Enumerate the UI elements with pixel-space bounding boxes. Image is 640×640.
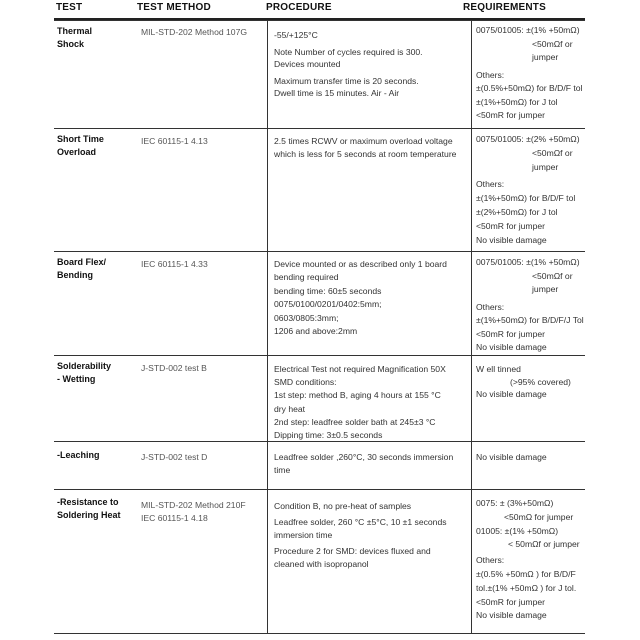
procedure-line: Leadfree solder, 260 °C ±5°C, 10 ±1 seconds xyxy=(274,516,447,527)
requirement-line: jumper xyxy=(532,52,559,62)
method-line: J-STD-002 test D xyxy=(141,452,208,462)
requirement-line: No visible damage xyxy=(476,234,547,245)
row-requirements xyxy=(476,497,580,623)
requirement-line: (>95% covered) xyxy=(510,376,571,387)
row-procedure xyxy=(274,451,453,476)
row-requirements xyxy=(476,451,547,464)
requirement-line: W ell tinned xyxy=(476,364,521,374)
procedure-line: Maximum transfer time is 20 seconds. xyxy=(274,75,419,86)
method-line: IEC 60115-1 4.13 xyxy=(141,136,208,146)
header-requirements: REQUIREMENTS xyxy=(463,2,546,13)
row-requirements xyxy=(476,133,580,247)
column-divider xyxy=(267,20,268,634)
row-test-method xyxy=(141,26,247,39)
requirement-line: <50mΩf or xyxy=(532,147,573,158)
requirement-line: <50mΩ for jumper xyxy=(504,511,574,522)
row-test-name xyxy=(57,256,106,282)
test-line: -Resistance to xyxy=(57,497,119,507)
requirement-line: jumper xyxy=(532,161,559,172)
requirement-line: 0075/01005: ±(1% +50mΩ) xyxy=(476,257,580,267)
procedure-line: 2.5 times RCWV or maximum overload voltage xyxy=(274,136,453,146)
requirement-line: <50mR for jumper xyxy=(476,110,546,120)
test-line: Shock xyxy=(57,39,85,49)
table-bottom-rule xyxy=(54,633,585,634)
requirement-line: 01005: ±(1% +50mΩ) xyxy=(476,525,559,536)
procedure-line: which is less for 5 seconds at room temperature xyxy=(274,148,457,159)
row-procedure xyxy=(274,29,423,100)
column-divider xyxy=(471,20,472,634)
procedure-line: SMD conditions: xyxy=(274,377,337,388)
requirement-line: <50mR for jumper xyxy=(476,596,546,607)
test-line: Short Time xyxy=(57,134,104,144)
header-procedure: PROCEDURE xyxy=(266,2,332,13)
procedure-line: dry heat xyxy=(274,403,306,414)
row-divider xyxy=(54,128,585,129)
row-divider xyxy=(54,355,585,356)
requirement-line: 0075/01005: ±(2% +50mΩ) xyxy=(476,134,580,144)
procedure-line: 1206 and above:2mm xyxy=(274,326,358,337)
procedure-line: bending time: 60±5 seconds xyxy=(274,285,382,296)
requirement-line: < 50mΩf or jumper xyxy=(508,539,580,550)
row-procedure xyxy=(274,135,456,160)
row-test-method xyxy=(141,499,246,524)
row-procedure xyxy=(274,363,446,442)
test-line: Bending xyxy=(57,270,93,280)
test-line: Soldering Heat xyxy=(57,510,121,520)
requirement-line: ±(1%+50mΩ) for B/D/F tol xyxy=(476,193,576,204)
procedure-line: immersion time xyxy=(274,530,333,541)
row-procedure xyxy=(274,258,447,338)
requirement-line: <50mΩf or xyxy=(532,270,573,281)
procedure-line: Condition B, no pre-heat of samples xyxy=(274,501,412,511)
procedure-line: 2nd step: leadfree solder bath at 245±3 °C xyxy=(274,416,436,427)
requirement-line: ±(0.5% +50mΩ ) for B/D/F xyxy=(476,568,576,579)
row-test-method xyxy=(141,451,207,464)
test-line: Board Flex/ xyxy=(57,257,107,267)
row-test-method xyxy=(141,362,207,375)
row-divider xyxy=(54,489,585,490)
procedure-line: time xyxy=(274,464,291,475)
requirement-line: Others: xyxy=(476,69,505,80)
row-divider xyxy=(54,20,585,21)
procedure-line: Procedure 2 for SMD: devices fluxed and xyxy=(274,545,431,556)
row-test-name xyxy=(57,25,92,51)
requirement-line: <50mR for jumper xyxy=(476,328,546,339)
requirement-line: 0075/01005: ±(1% +50mΩ) xyxy=(476,25,580,35)
procedure-line: 0603/0805:3mm; xyxy=(274,312,339,323)
test-line: - Wetting xyxy=(57,374,96,384)
requirement-line: <50mR for jumper xyxy=(476,220,546,231)
test-line: -Leaching xyxy=(57,450,100,460)
row-requirements xyxy=(476,24,582,123)
test-line: Overload xyxy=(57,147,97,157)
procedure-line: Device mounted or as described only 1 board xyxy=(274,259,447,269)
procedure-line: 0075/0100/0201/0402:5mm; xyxy=(274,299,382,310)
procedure-line: 1st step: method B, aging 4 hours at 155 °C xyxy=(274,390,441,401)
procedure-line: Electrical Test not required Magnification 50X xyxy=(274,364,446,374)
method-line: IEC 60115-1 4.33 xyxy=(141,259,208,269)
procedure-line: Dwell time is 15 minutes. Air - Air xyxy=(274,88,400,99)
requirement-line: No visible damage xyxy=(476,452,547,462)
requirement-line: Others: xyxy=(476,301,505,312)
test-line: Solderability xyxy=(57,361,112,371)
row-test-method xyxy=(141,135,208,148)
method-line: MIL-STD-202 Method 210F xyxy=(141,500,246,510)
requirement-line: ±(1%+50mΩ) for J tol xyxy=(476,96,558,107)
requirement-line: Others: xyxy=(476,555,505,566)
requirement-line: Others: xyxy=(476,179,505,190)
row-test-method xyxy=(141,258,208,271)
row-test-name xyxy=(57,449,100,462)
row-test-name xyxy=(57,360,111,386)
method-line: MIL-STD-202 Method 107G xyxy=(141,27,248,37)
procedure-line: Note Number of cycles required is 300. xyxy=(274,46,423,57)
row-requirements xyxy=(476,363,571,401)
requirement-line: tol.±(1% +50mΩ ) for J tol. xyxy=(476,582,577,593)
requirement-line: 0075: ± (3%+50mΩ) xyxy=(476,498,554,508)
test-line: Thermal xyxy=(57,26,93,36)
procedure-line: Leadfree solder ,260°C, 30 seconds immersion xyxy=(274,452,454,462)
row-procedure xyxy=(274,500,447,572)
row-requirements xyxy=(476,256,584,355)
header-test: TEST xyxy=(56,2,83,13)
row-divider xyxy=(54,251,585,252)
row-test-name xyxy=(57,496,121,522)
requirement-line: No visible damage xyxy=(476,610,547,621)
requirement-line: ±(0.5%+50mΩ) for B/D/F tol xyxy=(476,83,583,93)
requirement-line: jumper xyxy=(532,284,559,294)
procedure-line: cleaned with isopropanol xyxy=(274,559,369,570)
procedure-line: -55/+125°C xyxy=(274,30,318,40)
method-line: IEC 60115-1 4.18 xyxy=(141,512,208,523)
header-test-method: TEST METHOD xyxy=(137,2,211,13)
procedure-line: Dipping time: 3±0.5 seconds xyxy=(274,430,383,441)
requirement-line: ±(1%+50mΩ) for B/D/F/J Tol xyxy=(476,315,584,325)
procedure-line: bending required xyxy=(274,272,339,283)
requirement-line: <50mΩf or xyxy=(532,38,573,49)
requirement-line: No visible damage xyxy=(476,342,547,352)
procedure-line: Devices mounted xyxy=(274,59,341,70)
method-line: J-STD-002 test B xyxy=(141,363,207,373)
requirement-line: ±(2%+50mΩ) for J tol xyxy=(476,206,558,217)
row-test-name xyxy=(57,133,104,159)
requirement-line: No visible damage xyxy=(476,389,547,400)
